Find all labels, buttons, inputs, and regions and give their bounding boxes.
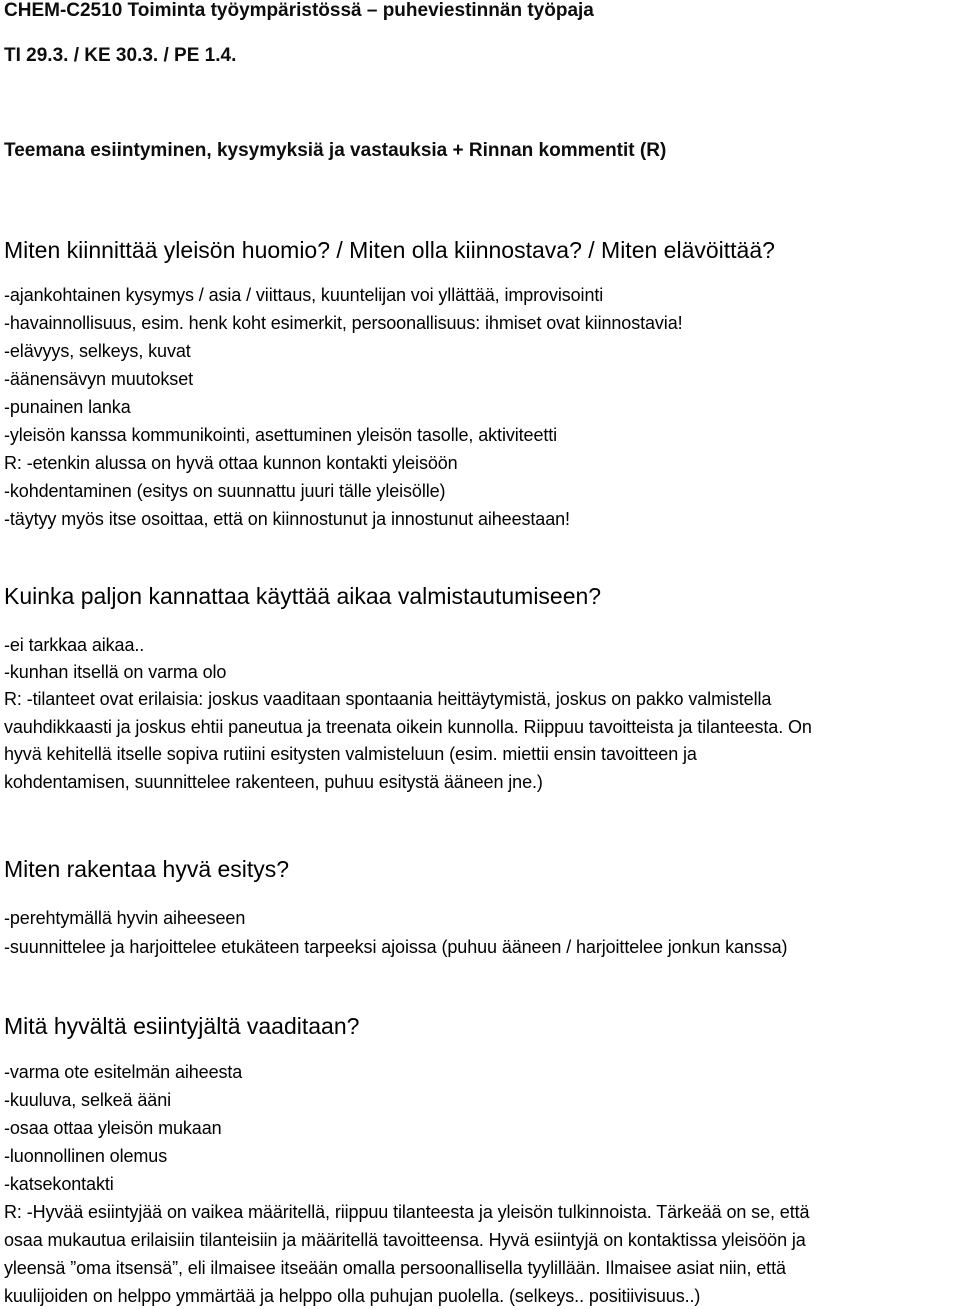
- section-line: kuulijoiden on helppo ymmärtää ja helppo olla puhujan puolella. (selkeys.. positiivisuus..): [4, 1286, 701, 1306]
- section-line: -äänensävyn muutokset: [4, 369, 194, 389]
- section-line: -havainnollisuus, esim. henk koht esimerkit, persoonallisuus: ihmiset ovat kiinnostavia!: [4, 313, 683, 333]
- section-line: -punainen lanka: [4, 397, 131, 417]
- section-line: R: -Hyvää esiintyjää on vaikea määritellä, riippuu tilanteesta ja yleisön tulkinnoista. Tärkeää on se, että: [4, 1202, 810, 1222]
- section-line: -kohdentaminen (esitys on suunnattu juuri tälle yleisölle): [4, 481, 446, 501]
- section-line: -suunnittelee ja harjoittelee etukäteen tarpeeksi ajoissa (puhuu ääneen / harjoittelee jonkun kanssa): [4, 937, 788, 957]
- section-line: -yleisön kanssa kommunikointi, asettuminen yleisön tasolle, aktiviteetti: [4, 425, 558, 445]
- section-line: hyvä kehitellä itselle sopiva rutiini esitysten valmisteluun (esim. miettii ensin tavoitteen ja: [4, 744, 697, 764]
- section-line: -kuuluva, selkeä ääni: [4, 1090, 172, 1110]
- section-line: yleensä ”oma itsensä”, eli ilmaisee itseään omalla persoonallisella tyylillään. Ilmaisee asiat niin, että: [4, 1258, 786, 1278]
- section-line: -katsekontakti: [4, 1174, 114, 1194]
- section-heading-requirements: Mitä hyvältä esiintyjältä vaaditaan?: [4, 1013, 360, 1039]
- document-dates: TI 29.3. / KE 30.3. / PE 1.4.: [4, 45, 237, 66]
- section-heading-attention: Miten kiinnittää yleisön huomio? / Miten olla kiinnostava? / Miten elävöittää?: [4, 237, 775, 263]
- section-line: -varma ote esitelmän aiheesta: [4, 1062, 243, 1082]
- section-line: -ei tarkkaa aikaa..: [4, 635, 145, 655]
- section-line: R: -tilanteet ovat erilaisia: joskus vaaditaan spontaania heittäytymistä, joskus on pakko valmistella: [4, 689, 772, 709]
- section-line: -osaa ottaa yleisön mukaan: [4, 1118, 222, 1138]
- document-title: CHEM-C2510 Toiminta työympäristössä – puheviestinnän työpaja: [4, 0, 594, 21]
- document-theme: Teemana esiintyminen, kysymyksiä ja vastauksia + Rinnan kommentit (R): [4, 140, 667, 161]
- section-line: -kunhan itsellä on varma olo: [4, 662, 227, 682]
- section-heading-preparation: Kuinka paljon kannattaa käyttää aikaa valmistautumiseen?: [4, 583, 602, 609]
- section-line: kohdentamisen, suunnittelee rakenteen, puhuu esitystä ääneen jne.): [4, 772, 543, 792]
- section-line: vauhdikkaasti ja joskus ehtii paneutua ja treenata oikein kunnolla. Riippuu tavoitteista ja tilanteesta. On: [4, 717, 812, 737]
- section-line: -ajankohtainen kysymys / asia / viittaus, kuuntelijan voi yllättää, improvisointi: [4, 285, 604, 305]
- section-line: -luonnollinen olemus: [4, 1146, 168, 1166]
- section-line: -perehtymällä hyvin aiheeseen: [4, 908, 246, 928]
- section-line: osaa mukautua erilaisiin tilanteisiin ja määritellä tavoitteensa. Hyvä esiintyjä on kontaktissa yleisöön ja: [4, 1230, 806, 1250]
- section-heading-structure: Miten rakentaa hyvä esitys?: [4, 856, 290, 882]
- section-line: R: -etenkin alussa on hyvä ottaa kunnon kontakti yleisöön: [4, 453, 458, 473]
- section-line: -elävyys, selkeys, kuvat: [4, 341, 191, 361]
- section-line: -täytyy myös itse osoittaa, että on kiinnostunut ja innostunut aiheestaan!: [4, 509, 570, 529]
